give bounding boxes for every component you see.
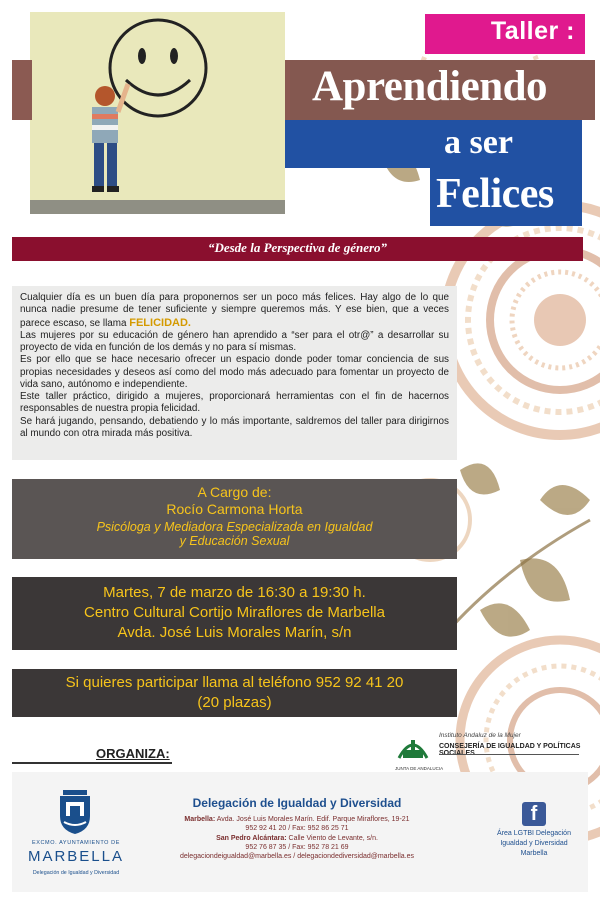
title-line3: Felices: [436, 171, 554, 217]
taller-label-box: [425, 14, 585, 54]
sanpedro-address: Calle Viento de Levante, s/n.: [286, 834, 378, 842]
marbella-address-label: Marbella:: [184, 816, 216, 823]
marbella-delegacion: Delegación de Igualdad y Diversidad: [32, 870, 120, 876]
marbella-phones: 952 92 41 20 / Fax: 952 86 25 71: [245, 825, 349, 833]
event-address: Avda. José Luis Morales Marín, s/n: [117, 624, 352, 641]
smiley-wall-photo: [30, 12, 285, 214]
footer: [12, 772, 588, 892]
marbella-logo: [26, 784, 126, 884]
felicidad-highlight: FELICIDAD.: [129, 316, 191, 329]
facebook-line3: Marbella: [520, 850, 548, 857]
facilitator-box: [12, 479, 457, 559]
facilitator-role-line2: y Educación Sexual: [179, 534, 290, 548]
event-date-time: Martes, 7 de marzo de 16:30 a 19:30 h.: [103, 584, 366, 601]
facilitator-name: Rocío Carmona Horta: [166, 501, 303, 517]
event-details-box: [12, 577, 457, 650]
junta-institute: Instituto Andaluz de la Mujer: [439, 732, 521, 739]
contact-emails[interactable]: delegaciondeigualdad@marbella.es / delegaciondediversidad@marbella.es: [179, 853, 415, 861]
contact-phone-line[interactable]: Si quieres participar llama al teléfono 952 92 41 20: [65, 674, 404, 691]
intro-paragraph-5: Se hará jugando, pensando, debatiendo y lo más importante, saldremos del taller para dirigirnos al mundo con otra mirada más positiva.: [20, 415, 449, 439]
marbella-shield-icon: [58, 790, 92, 834]
sanpedro-phones: 952 76 87 35 / Fax: 952 78 21 69: [245, 843, 349, 851]
junta-emblem-icon: [395, 730, 431, 766]
facilitator-role-line1: Psicóloga y Mediadora Especializada en Igualdad: [96, 520, 373, 534]
facebook-line2: Igualdad y Diversidad: [500, 840, 568, 847]
sanpedro-address-line: [152, 834, 442, 843]
marbella-address: Avda. José Luis Morales Marín. Edif. Parque Miraflores, 19-21: [215, 816, 410, 823]
intro-paragraph-2: Las mujeres por su educación de género han aprendido a “ser para el otr@” a desarrollar su proyecto de vida en función de los demás y no para sí mismas.: [20, 329, 449, 353]
contact-places: (20 plazas): [197, 694, 272, 711]
organiza-label: ORGANIZA:: [96, 746, 170, 761]
intro-p1-text: Cualquier día es un buen día para proponernos ser un poco más felices. Hay algo de lo que nunca nadie presume de tener suficiente y siempre queremos más. Y ese bien, que a veces parece escaso, se llama: [20, 292, 449, 329]
facebook-line1: Área LGTBI Delegación: [497, 830, 571, 837]
subtitle-bar: [12, 237, 583, 261]
title-line1: Aprendiendo: [312, 63, 548, 110]
blue-band: [285, 120, 435, 168]
title-line3-box: [430, 168, 582, 226]
intro-text-box: [12, 286, 457, 460]
intro-paragraph-3: Es por ello que se hace necesario ofrecer un espacio donde poder tomar conciencia de sus propias necesidades y deseos así como del modo más adecuado para fomentar un proyecto de vida sano, autónomo e independiente.: [20, 354, 449, 390]
taller-label: Taller :: [490, 17, 575, 45]
intro-paragraph-1: [20, 292, 449, 330]
title-line1-box: [290, 60, 595, 120]
facebook-block[interactable]: [484, 802, 584, 859]
marbella-address-line: [152, 815, 442, 824]
sanpedro-address-label: San Pedro Alcántara:: [216, 834, 287, 842]
junta-andalucia-logo: [395, 728, 590, 772]
junta-name: JUNTA DE ANDALUCIA: [395, 766, 444, 771]
brown-band-left: [12, 60, 32, 120]
marbella-name: MARBELLA: [27, 848, 125, 865]
facebook-icon[interactable]: f: [522, 802, 546, 826]
contact-box: [12, 669, 457, 717]
facilitator-label: A Cargo de:: [197, 484, 272, 500]
marbella-ayuntamiento: EXCMO. AYUNTAMIENTO DE: [31, 840, 121, 846]
subtitle: “Desde la Perspectiva de género”: [207, 240, 388, 255]
title-line2: a ser: [444, 124, 513, 161]
event-venue: Centro Cultural Cortijo Miraflores de Marbella: [84, 604, 385, 621]
delegacion-title: Delegación de Igualdad y Diversidad: [192, 796, 402, 810]
intro-paragraph-4: Este taller práctico, dirigido a mujeres, proporcionará herramientas con el fin de hacernos responsables de nuestra propia felicidad.: [20, 391, 449, 415]
title-line2-box: [432, 120, 582, 168]
smiley-face-icon: [30, 12, 285, 214]
organiza-divider: [12, 762, 172, 764]
delegacion-info: [152, 796, 442, 861]
junta-consejeria: CONSEJERÍA DE IGUALDAD Y POLÍTICAS: [439, 743, 581, 750]
junta-underline: [439, 754, 579, 755]
